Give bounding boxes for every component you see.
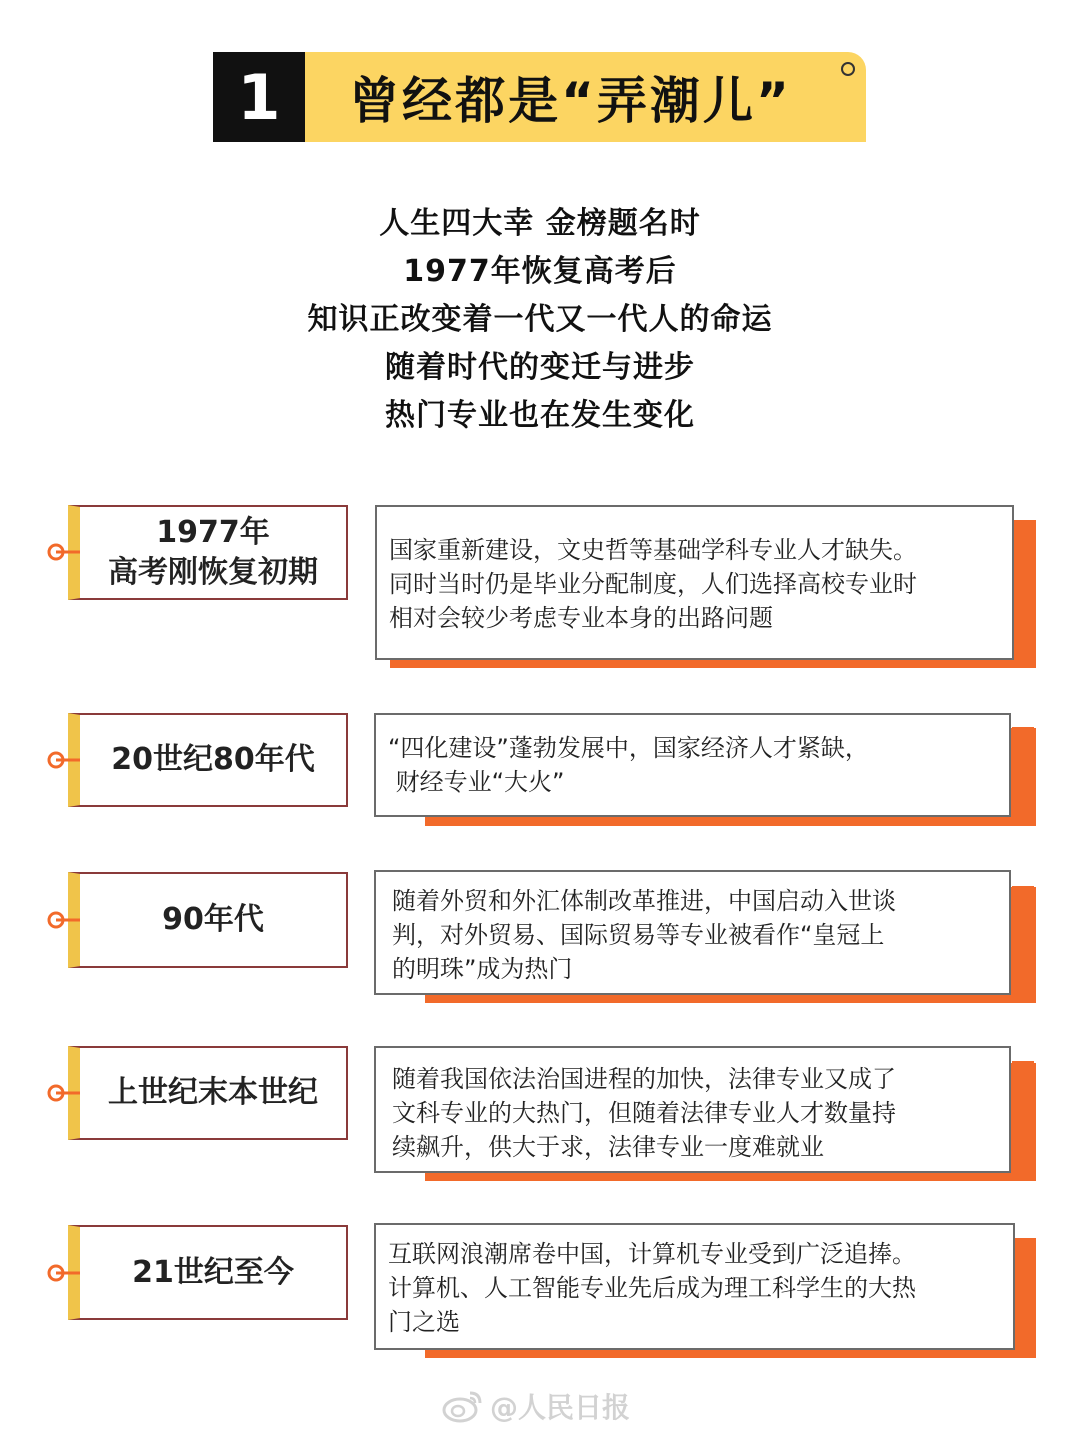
era-description-line: 财经专业“大火”: [388, 768, 565, 796]
watermark: [440, 1386, 630, 1426]
era-description-box: [374, 1223, 1015, 1350]
era-label: [68, 713, 348, 807]
watermark-text: @人民日报: [490, 1391, 631, 1424]
era-label-line: 90年代: [162, 902, 264, 937]
ring-hook-icon: [46, 750, 80, 770]
weibo-icon: [440, 1389, 484, 1423]
era-label: [68, 1046, 348, 1140]
era-description-line: 门之选: [388, 1308, 460, 1336]
era-description-line: 相对会较少考虑专业本身的出路问题: [389, 604, 773, 632]
stripe-decoration: [1012, 886, 1034, 1000]
era-description-line: 判，对外贸易、国际贸易等专业被看作“皇冠上: [392, 921, 885, 949]
era-label-line: 1977年: [156, 514, 270, 550]
intro-line: 人生四大幸 金榜题名时: [379, 206, 701, 241]
intro-line: 1977年恢复高考后: [403, 254, 677, 289]
intro-line: 热门专业也在发生变化: [385, 398, 695, 433]
era-description-box: [375, 505, 1014, 660]
stripe-decoration: [1014, 522, 1036, 668]
ring-hook-icon: [46, 910, 80, 930]
era-label-line: 20世纪80年代: [111, 742, 315, 777]
ring-hook-icon: [46, 542, 80, 562]
section-title-banner: [305, 52, 866, 142]
era-description-line: 计算机、人工智能专业先后成为理工科学生的大热: [388, 1274, 916, 1302]
section-title: 曾经都是“弄潮儿”: [349, 72, 792, 130]
era-description-line: 互联网浪潮席卷中国，计算机专业受到广泛追捧。: [388, 1240, 916, 1268]
intro-line: 随着时代的变迁与进步: [385, 350, 695, 385]
era-description-line: 文科专业的大热门，但随着法律专业人才数量持: [392, 1099, 896, 1127]
stripe-decoration: [1012, 727, 1034, 823]
era-description-line: “四化建设”蓬勃发展中，国家经济人才紧缺，: [388, 734, 869, 762]
stripe-decoration: [1012, 1061, 1034, 1179]
intro-text: [0, 200, 1080, 440]
stripe-decoration: [1014, 1238, 1036, 1356]
intro-line: 知识正改变着一代又一代人的命运: [307, 302, 773, 337]
era-label: [68, 505, 348, 600]
era-label-line: 21世纪至今: [132, 1254, 294, 1290]
era-description-line: 同时当时仍是毕业分配制度，人们选择高校专业时: [389, 570, 917, 598]
era-description-line: 续飙升，供大于求，法律专业一度难就业: [392, 1133, 824, 1161]
era-label: [68, 872, 348, 968]
era-description-line: 随着外贸和外汇体制改革推进，中国启动入世谈: [392, 887, 896, 915]
era-label-line: 高考刚恢复初期: [108, 554, 318, 590]
section-number: 1: [213, 52, 305, 142]
ring-hook-icon: [46, 1083, 80, 1103]
era-label-line: 上世纪末本世纪: [108, 1075, 318, 1110]
era-description-line: 的明珠”成为热门: [392, 955, 573, 983]
era-description-box: [374, 1046, 1011, 1173]
era-description-line: 国家重新建设，文史哲等基础学科专业人才缺失。: [389, 536, 917, 564]
era-description-box: [374, 870, 1011, 995]
era-label: [68, 1225, 348, 1320]
banner-dot-icon: [841, 62, 855, 76]
era-description-line: 随着我国依法治国进程的加快，法律专业又成了: [392, 1065, 896, 1093]
era-description-box: [374, 713, 1011, 817]
ring-hook-icon: [46, 1263, 80, 1283]
